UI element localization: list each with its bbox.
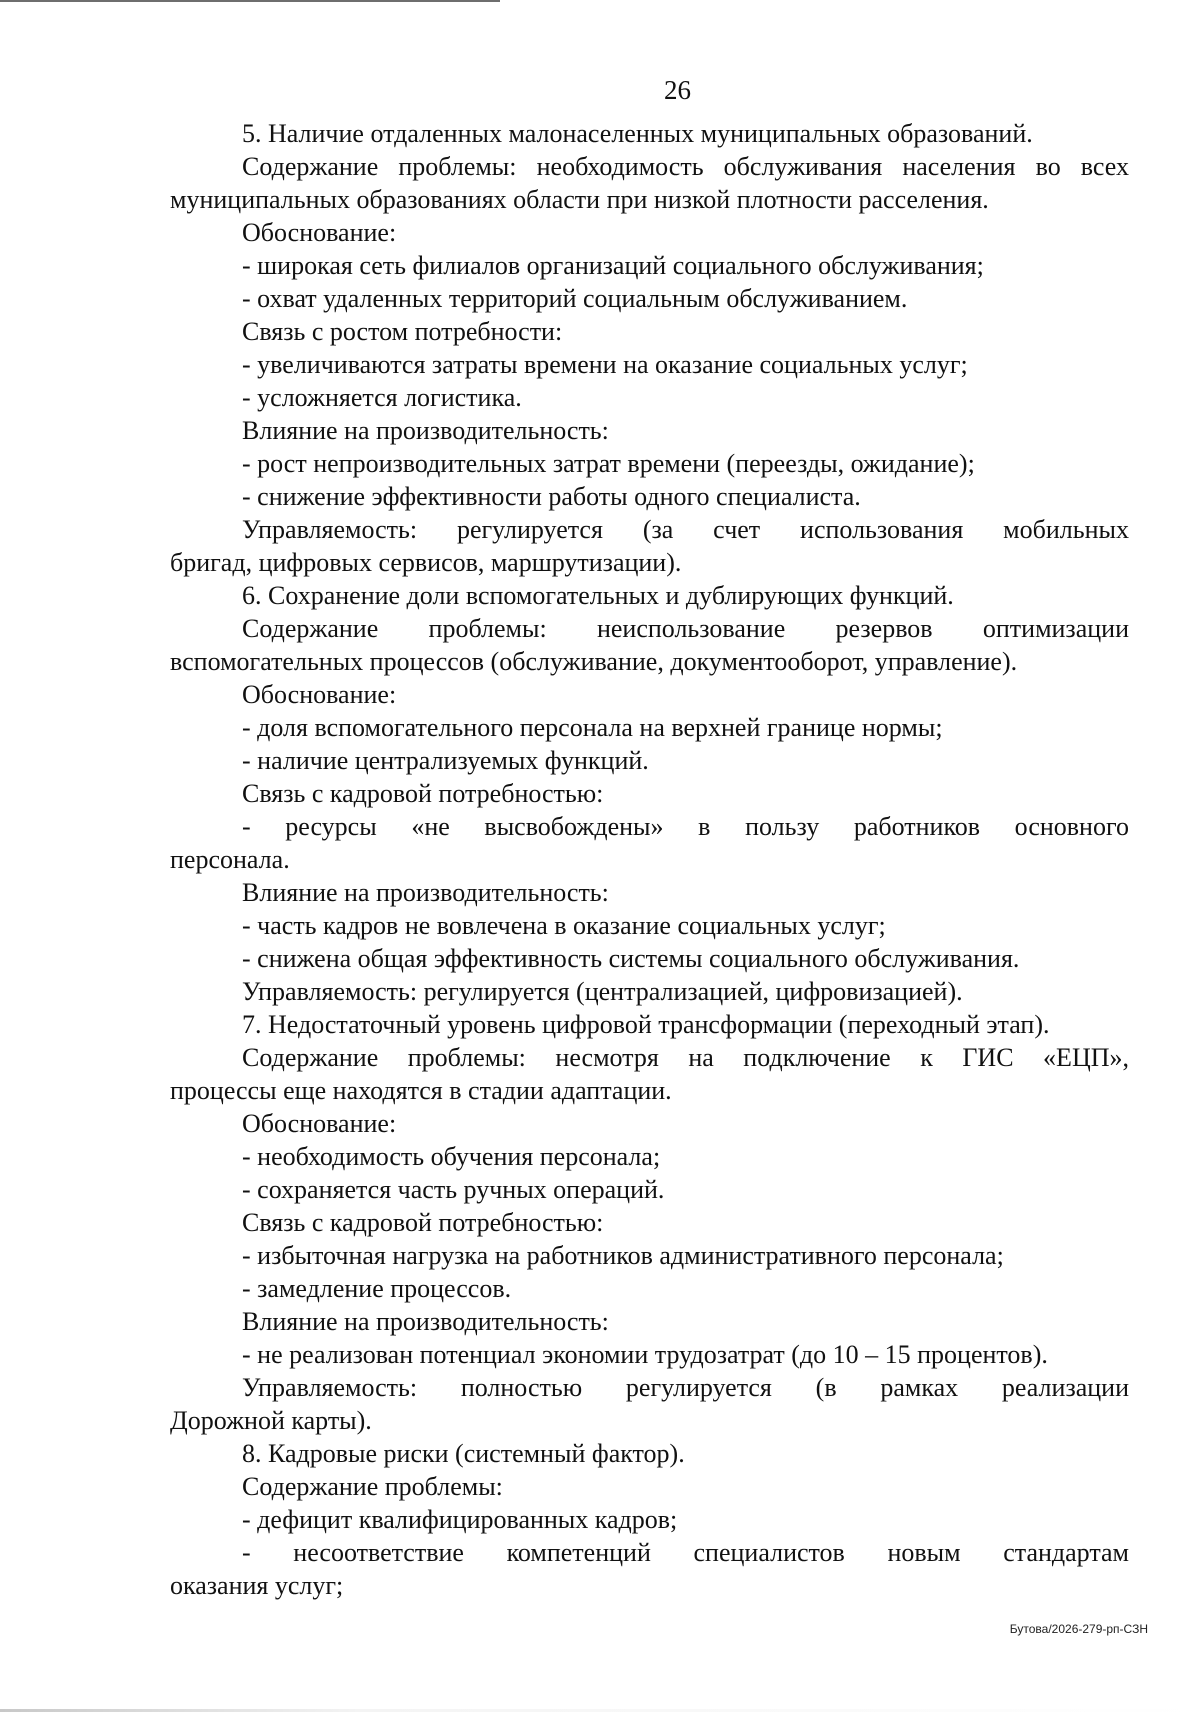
text-line: процессы еще находятся в стадии адаптации. [170,1076,672,1105]
text-line: 6. Сохранение доли вспомогательных и дублирующих функций. [242,581,954,610]
text-line: Содержание проблемы: несмотря на подключение к ГИС «ЕЦП», [242,1043,1129,1072]
text-line: - усложняется логистика. [242,383,522,412]
document-footer-code: Бутова/2026-279-рп-СЗН [1009,1622,1148,1636]
text-line: - ресурсы «не высвобождены» в пользу работников основного [242,812,1129,841]
text-line: - несоответствие компетенций специалистов новым стандартам [242,1538,1129,1567]
text-line: - замедление процессов. [242,1274,512,1303]
text-line: - доля вспомогательного персонала на верхней границе нормы; [242,713,943,742]
text-line: бригад, цифровых сервисов, маршрутизации). [170,548,682,577]
text-line: - рост непроизводительных затрат времени (переезды, ожидание); [242,449,975,478]
text-line: Связь с кадровой потребностью: [242,1208,604,1237]
text-line: муниципальных образованиях области при низкой плотности расселения. [170,185,989,214]
text-line: - дефицит квалифицированных кадров; [242,1505,678,1534]
text-line: Влияние на производительность: [242,416,609,445]
text-line: - снижение эффективности работы одного специалиста. [242,482,861,511]
text-line: 8. Кадровые риски (системный фактор). [242,1439,685,1468]
text-line: Обоснование: [242,1109,397,1138]
text-line: Влияние на производительность: [242,1307,609,1336]
text-line: Управляемость: регулируется (централизацией, цифровизацией). [242,977,963,1006]
text-line: - необходимость обучения персонала; [242,1142,661,1171]
document-body [170,117,1129,1602]
text-line: Обоснование: [242,680,397,709]
text-line: Связь с кадровой потребностью: [242,779,604,808]
text-line: Влияние на производительность: [242,878,609,907]
text-line: Управляемость: полностью регулируется (в рамках реализации [242,1373,1129,1402]
text-line: - снижена общая эффективность системы социального обслуживания. [242,944,1020,973]
text-line: персонала. [170,845,290,874]
text-line: Дорожной карты). [170,1406,372,1435]
text-line: Управляемость: регулируется (за счет использования мобильных [242,515,1129,544]
text-line: - избыточная нагрузка на работников административного персонала; [242,1241,1004,1270]
text-line: Обоснование: [242,218,397,247]
text-line: - не реализован потенциал экономии трудозатрат (до 10 – 15 процентов). [242,1340,1048,1369]
text-line: - сохраняется часть ручных операций. [242,1175,665,1204]
text-line: Содержание проблемы: [242,1472,503,1501]
text-line: оказания услуг; [170,1571,344,1600]
text-line: - широкая сеть филиалов организаций социального обслуживания; [242,251,984,280]
text-line: 5. Наличие отдаленных малонаселенных муниципальных образований. [242,119,1033,148]
text-line: Связь с ростом потребности: [242,317,563,346]
text-line: вспомогательных процессов (обслуживание, документооборот, управление). [170,647,1018,676]
text-line: Содержание проблемы: неиспользование резервов оптимизации [242,614,1129,643]
page-number: 26 [664,75,691,105]
text-line: - часть кадров не вовлечена в оказание социальных услуг; [242,911,886,940]
text-line: - охват удаленных территорий социальным обслуживанием. [242,284,908,313]
text-line: Содержание проблемы: необходимость обслуживания населения во всех [242,152,1129,181]
text-line: - увеличиваются затраты времени на оказание социальных услуг; [242,350,968,379]
text-line: 7. Недостаточный уровень цифровой трансформации (переходный этап). [242,1010,1050,1039]
scan-edge-top [0,0,500,2]
text-line: - наличие централизуемых функций. [242,746,649,775]
